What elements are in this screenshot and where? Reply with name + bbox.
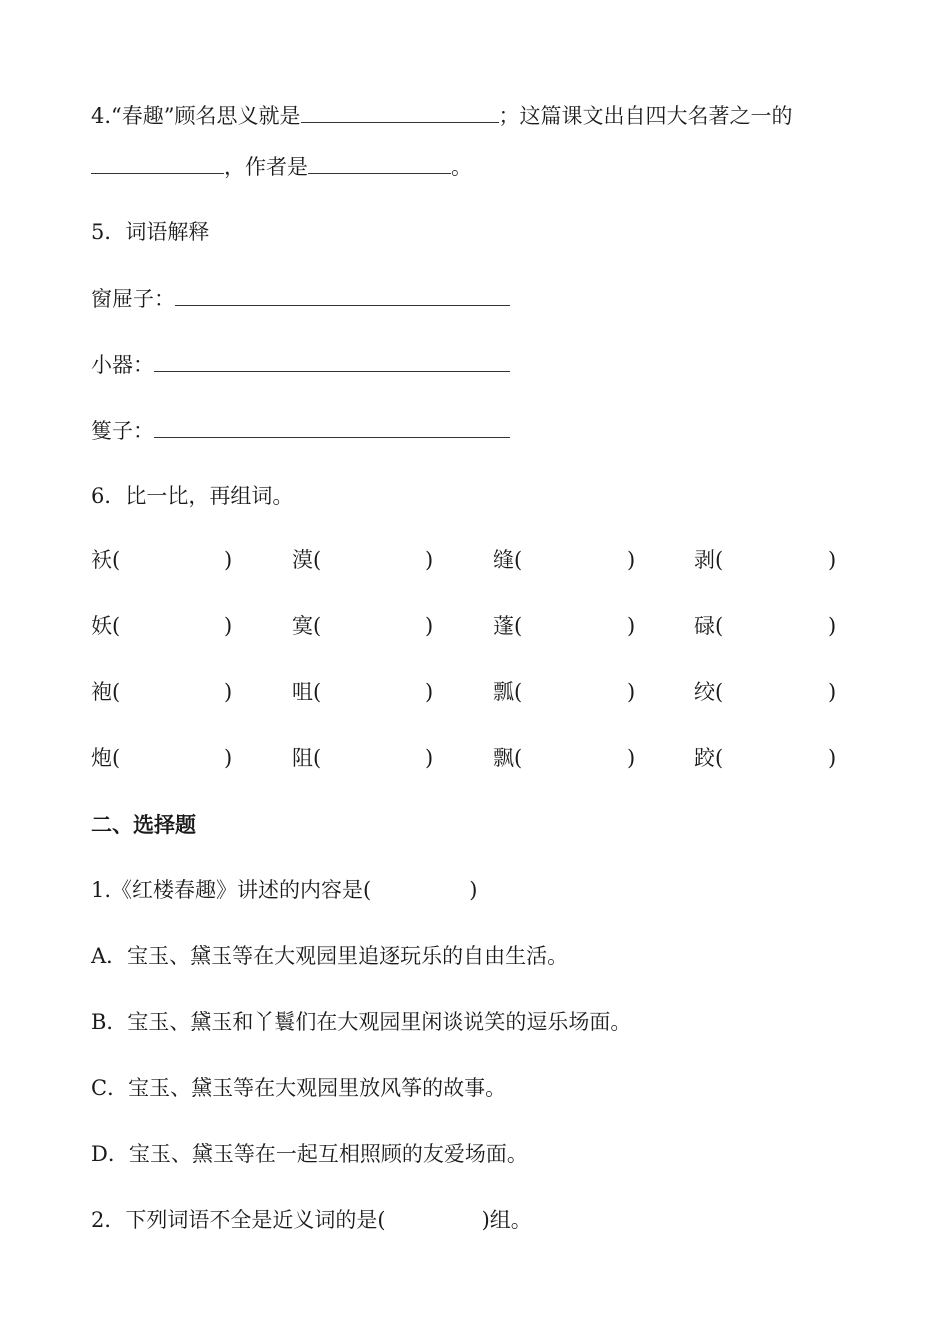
q6-character: 妖 [91,614,112,638]
q6-close-paren: ) [627,746,636,770]
q6-open-paren: ( [313,548,322,572]
q6-cell [694,546,723,574]
mc1-option-a[interactable]: A．宝玉、黛玉等在大观园里追逐玩乐的自由生活。 [91,944,569,968]
question-5-title: 5．词语解释 [91,220,210,244]
q6-answer-space[interactable] [123,744,222,772]
q6-character: 咀 [292,680,313,704]
q4-text-1: 4.“春趣”顾名思义就是 [91,104,301,128]
q6-answer-space[interactable] [726,612,826,640]
q6-close-paren: ) [224,614,233,638]
q6-cell [694,678,723,706]
q6-character: 碌 [694,614,715,638]
q6-close-paren: ) [828,614,837,638]
section-2-title: 二、选择题 [91,813,196,837]
q6-open-paren: ( [112,746,121,770]
q6-answer-space[interactable] [726,546,826,574]
mc1-option-d[interactable]: D．宝玉、黛玉等在一起互相照顾的友爱场面。 [91,1142,528,1166]
q4-blank-book[interactable] [91,153,224,174]
q6-close-paren: ) [425,746,434,770]
q6-close-paren: ) [224,680,233,704]
q6-cell [694,744,723,772]
mc-question-1 [91,876,477,904]
q6-open-paren: ( [514,746,523,770]
q6-answer-space[interactable] [525,744,625,772]
q6-character: 蓬 [493,614,514,638]
q6-open-paren: ( [514,680,523,704]
q6-open-paren: ( [313,680,322,704]
q5-item-1 [91,285,510,313]
q6-cell [91,546,120,574]
q6-cell [292,678,321,706]
q6-cell [91,678,120,706]
q5-answer-line[interactable] [154,351,510,372]
q6-cell [493,678,522,706]
q6-open-paren: ( [715,548,724,572]
q6-character: 飘 [493,746,514,770]
question-4-line-2 [91,153,472,181]
question-4-line-1 [91,102,793,130]
q6-open-paren: ( [514,614,523,638]
q6-character: 袄 [91,548,112,572]
q6-answer-space[interactable] [324,612,423,640]
q4-text-3: ，作者是 [224,155,308,179]
q6-character: 跤 [694,746,715,770]
q6-open-paren: ( [514,548,523,572]
q6-close-paren: ) [224,548,233,572]
q6-cell [493,744,522,772]
mc1-option-b[interactable]: B．宝玉、黛玉和丫鬟们在大观园里闲谈说笑的逗乐场面。 [91,1010,632,1034]
q6-close-paren: ) [627,680,636,704]
q6-answer-space[interactable] [726,744,826,772]
q6-answer-space[interactable] [123,678,222,706]
q6-cell [292,744,321,772]
q5-answer-line[interactable] [154,417,510,438]
q6-open-paren: ( [112,614,121,638]
q4-text-2: ；这篇课文出自四大名著之一的 [498,104,793,128]
q6-cell [493,546,522,574]
q6-character: 绞 [694,680,715,704]
q6-answer-space[interactable] [123,612,222,640]
q6-answer-space[interactable] [123,546,222,574]
q6-close-paren: ) [425,614,434,638]
q4-blank-author[interactable] [308,153,451,174]
q6-cell [493,612,522,640]
q6-answer-space[interactable] [525,612,625,640]
q5-item-label: 小器： [91,353,154,377]
mc2-question-text: 2．下列词语不全是近义词的是( [91,1208,386,1232]
q6-open-paren: ( [112,680,121,704]
mc-question-2 [91,1206,532,1234]
q5-item-3 [91,417,510,445]
q6-character: 袍 [91,680,112,704]
q6-close-paren: ) [627,548,636,572]
q6-character: 漠 [292,548,313,572]
q6-character: 缝 [493,548,514,572]
q6-open-paren: ( [715,746,724,770]
q6-character: 瓢 [493,680,514,704]
q5-item-label: 窗屉子： [91,287,175,311]
q6-character: 剥 [694,548,715,572]
q6-close-paren: ) [828,746,837,770]
q4-blank-meaning[interactable] [301,102,499,123]
q6-close-paren: ) [224,746,233,770]
mc1-option-c[interactable]: C．宝玉、黛玉等在大观园里放风筝的故事。 [91,1076,507,1100]
mc1-question-text: 1.《红楼春趣》讲述的内容是( [91,878,372,902]
q6-open-paren: ( [313,746,322,770]
q6-close-paren: ) [828,548,837,572]
q6-cell [292,612,321,640]
q6-character: 炮 [91,746,112,770]
q6-close-paren: ) [425,680,434,704]
mc1-close-paren: ) [469,878,478,902]
q6-answer-space[interactable] [324,546,423,574]
q6-cell [91,612,120,640]
q6-cell [91,744,120,772]
q6-character: 寞 [292,614,313,638]
mc2-close-text: )组。 [481,1208,532,1232]
q6-answer-space[interactable] [525,546,625,574]
q4-text-4: 。 [451,155,472,179]
q6-cell [292,546,321,574]
q6-cell [694,612,723,640]
q6-close-paren: ) [828,680,837,704]
q6-open-paren: ( [715,680,724,704]
q6-answer-space[interactable] [726,678,826,706]
q6-open-paren: ( [715,614,724,638]
q5-item-label: 篗子： [91,419,154,443]
q6-answer-space[interactable] [324,678,423,706]
q6-answer-space[interactable] [324,744,423,772]
question-6-title: 6．比一比，再组词。 [91,484,294,508]
q6-close-paren: ) [627,614,636,638]
q6-close-paren: ) [425,548,434,572]
q6-open-paren: ( [313,614,322,638]
q5-item-2 [91,351,510,379]
q5-answer-line[interactable] [175,285,510,306]
q6-answer-space[interactable] [525,678,625,706]
q6-character: 阻 [292,746,313,770]
q6-open-paren: ( [112,548,121,572]
